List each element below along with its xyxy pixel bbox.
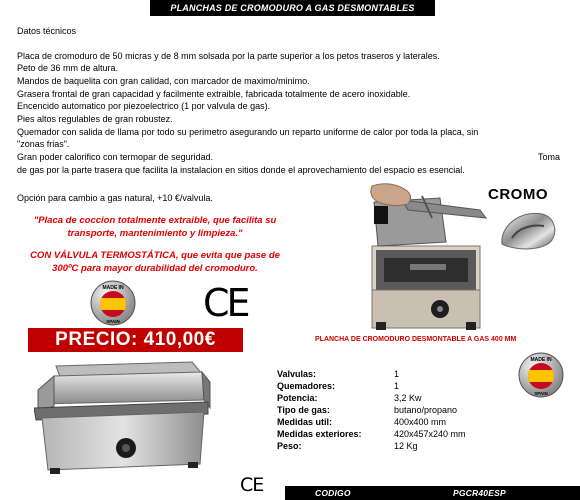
specs-table [277, 368, 466, 452]
codigo-label: CODIGO [315, 488, 351, 498]
gas-natural-option: Opción para cambio a gas natural, +10 €/valvula. [17, 193, 213, 203]
made-in-spain-badge [90, 280, 136, 326]
page-title: PLANCHAS DE CROMODURO A GAS DESMONTABLES [150, 0, 435, 16]
spec-value: 3,2 Kw [394, 393, 422, 403]
cromo-logo-text: CROMO [488, 186, 548, 203]
promo-line: "Placa de coccion totalmente extraible, que facilita su [33, 215, 277, 226]
product-caption: PLANCHA DE CROMODURO DESMONTABLE A GAS 400 MM [315, 336, 517, 343]
spec-row [277, 440, 466, 452]
datos-toma: Toma [538, 152, 561, 162]
spec-row [277, 404, 466, 416]
promo-line: CON VÁLVULA TERMOSTÁTICA, que evita que pase de [30, 250, 280, 261]
cromo-logo-icon [498, 206, 560, 254]
spec-row [277, 428, 466, 440]
made-in-spain-badge [518, 352, 564, 398]
spec-key: Valvulas: [277, 369, 317, 379]
spec-key: Peso: [277, 441, 302, 451]
spec-value: 420x457x240 mm [394, 429, 466, 439]
spec-key: Tipo de gas: [277, 405, 330, 415]
spec-key: Potencia: [277, 393, 318, 403]
datos-line: Peto de 36 mm de altura. [17, 63, 119, 73]
spec-row [277, 392, 466, 404]
svg-text:SPAIN: SPAIN [534, 391, 548, 396]
spec-key: Medidas exteriores: [277, 429, 362, 439]
spec-key: Quemadores: [277, 381, 336, 391]
spec-row [277, 416, 466, 428]
spec-value: 400x400 mm [394, 417, 447, 427]
datos-line: Grasera frontal de gran capacidad y facilmente extraible, fabricada totalmente de acero inoxidable. [17, 89, 411, 99]
spec-row [277, 380, 466, 392]
codigo-value: PGCR40ESP [453, 488, 506, 498]
datos-line: Placa de cromoduro de 50 micras y de 8 mm solsada por la parte superior a los petos traseros y laterales. [17, 51, 440, 61]
spec-row [277, 368, 466, 380]
spec-value: 1 [394, 369, 400, 379]
datos-heading: Datos técnicos [17, 26, 77, 36]
spec-value: butano/propano [394, 405, 458, 415]
datos-line: Encencido automatico por piezoelectrico (1 por valvula de gas). [17, 101, 271, 111]
price-label: PRECIO: 410,00€ [28, 328, 243, 352]
ce-mark: CE [240, 474, 264, 496]
datos-line: "zonas frias". [17, 139, 70, 149]
plancha-main-photo [34, 360, 212, 474]
promo-line: transporte, mantenimiento y limpieza." [67, 228, 243, 239]
spec-value: 12 Kg [394, 441, 418, 451]
spec-value: 1 [394, 381, 400, 391]
ce-mark: CE [203, 281, 248, 325]
datos-line: de gas por la parte trasera que facilita la instalacion en sitios donde el aprovechamiento del espacio es esencial. [17, 165, 465, 175]
svg-text:MADE IN: MADE IN [102, 285, 124, 291]
svg-text:SPAIN: SPAIN [106, 319, 120, 324]
promo-line: 300ºC para mayor durabilidad del cromoduro. [52, 263, 258, 274]
datos-line: Mandos de baquelita con gran calidad, con marcador de maximo/minimo. [17, 76, 310, 86]
datos-line: Quemador con salida de llama por todo su perimetro asegurando un reparto uniforme de calor por toda la placa, sin [17, 127, 479, 137]
codigo-bar [285, 486, 580, 500]
svg-text:MADE IN: MADE IN [530, 357, 552, 363]
spec-key: Medidas util: [277, 417, 333, 427]
plancha-photo [362, 172, 487, 332]
datos-line: Gran poder calorifico con termopar de seguridad. [17, 152, 214, 162]
datos-line: Pies altos regulables de gran robustez. [17, 114, 173, 124]
